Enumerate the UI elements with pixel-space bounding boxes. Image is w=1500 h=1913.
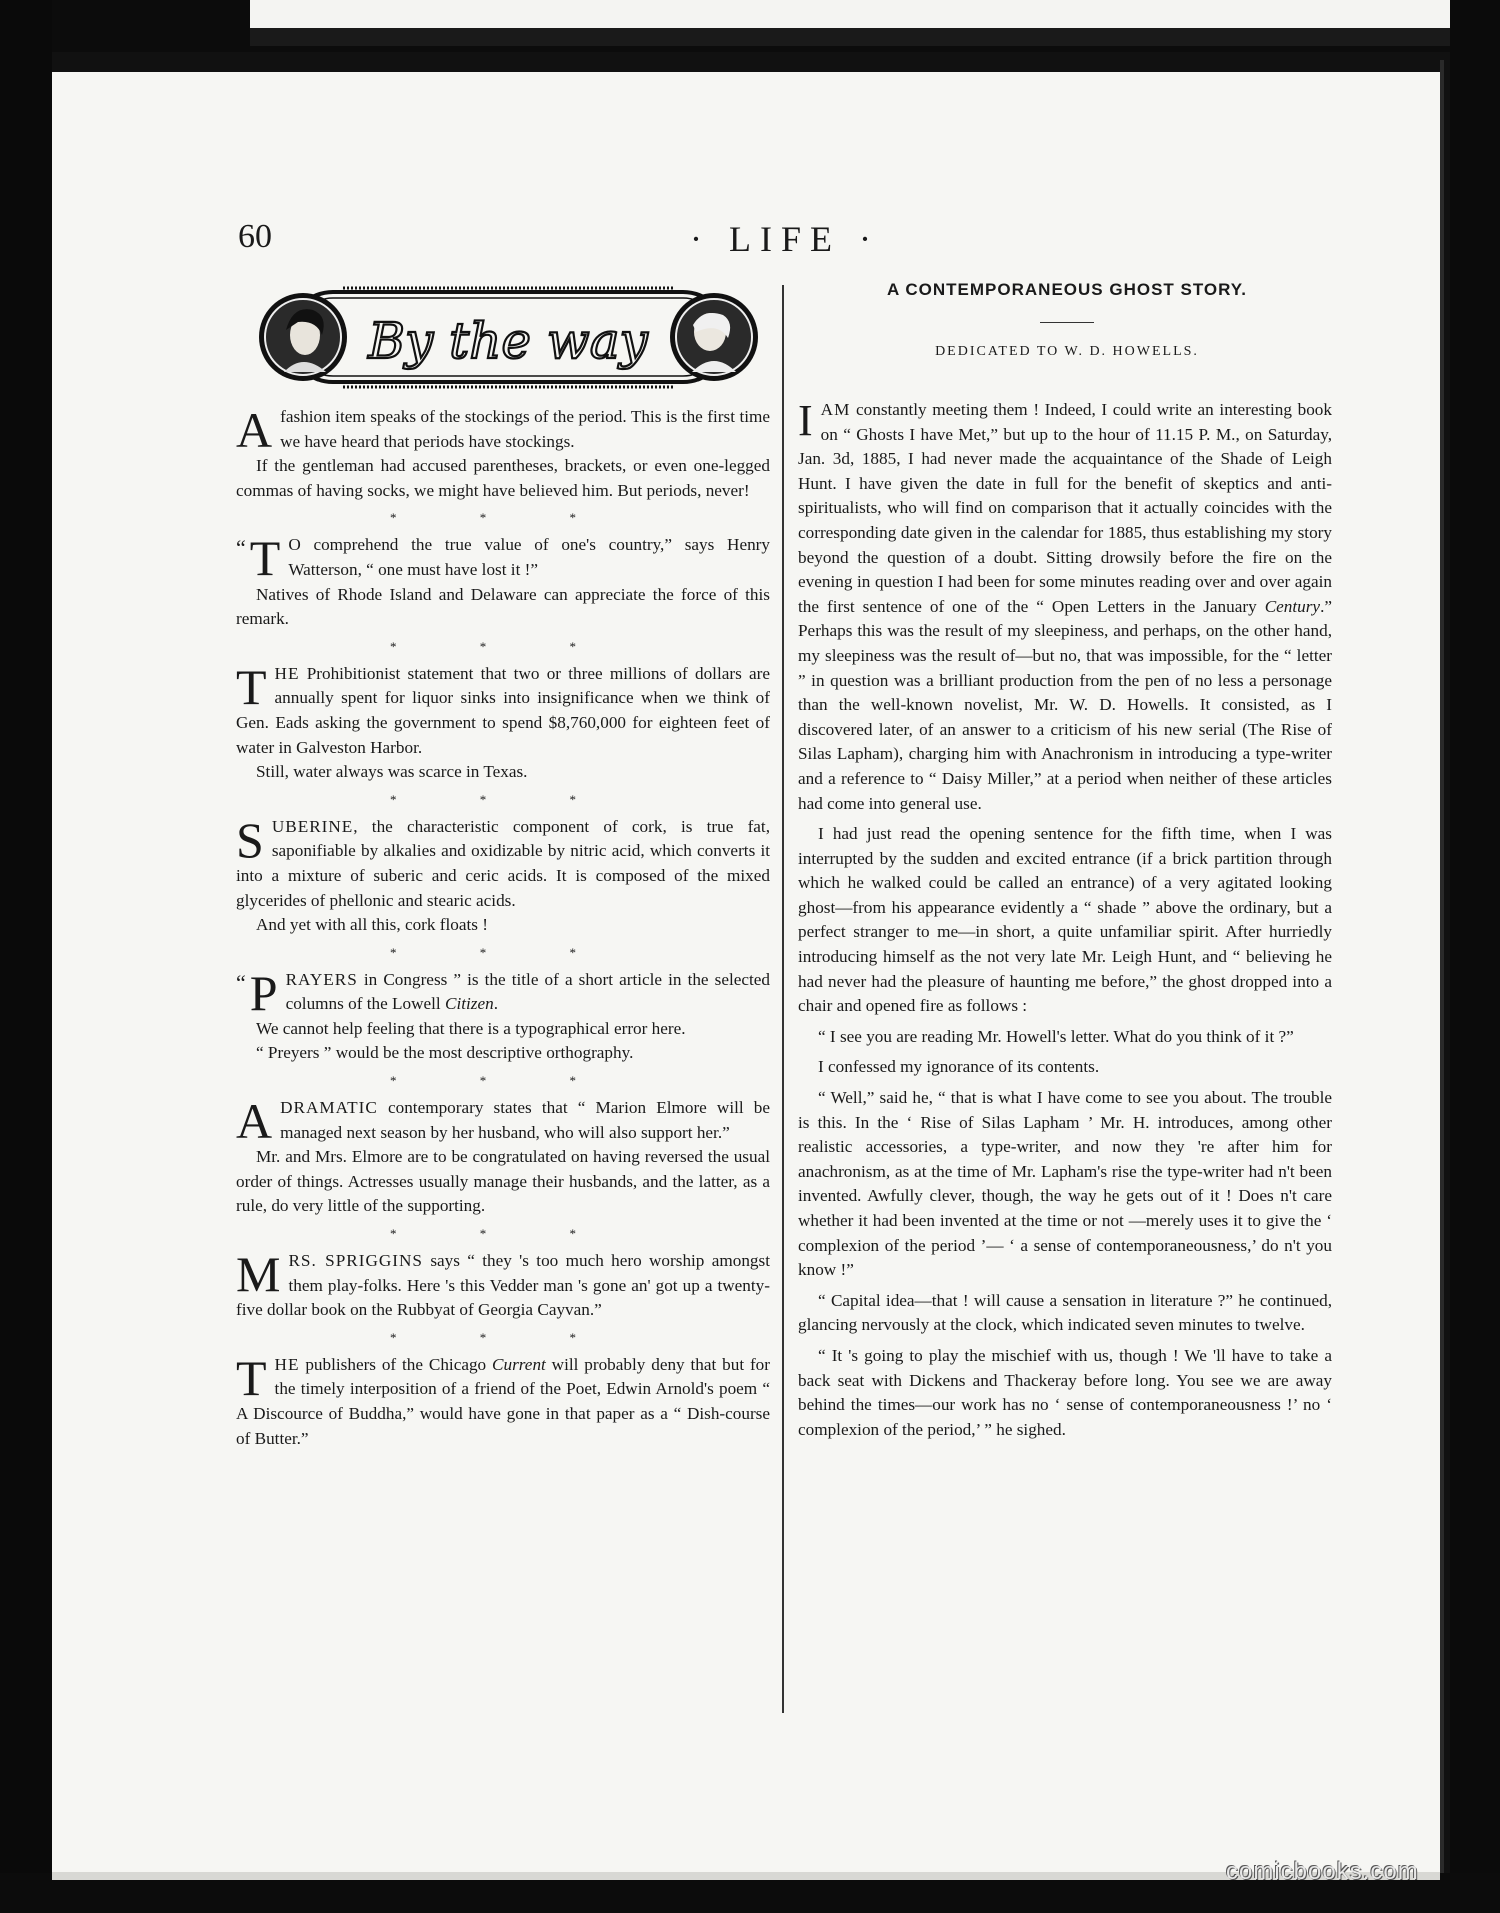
paragraph: Prohibitionist statement that two or three millions of dollars are annually spent for liquor sinks into insignificance when we think of Gen. Eads asking the government to spend $8,760,000 for eighteen feet of water in Galveston Harbor.	[236, 663, 770, 757]
lead-in: UBERINE	[271, 816, 354, 836]
scan-border-top-light	[250, 0, 1450, 28]
lead-in: AM	[820, 400, 851, 419]
paragraph: We cannot help feeling that there is a typographical error here.	[256, 1018, 686, 1038]
lead-in: RAYERS	[285, 969, 358, 989]
section-separator: * * *	[390, 1329, 616, 1345]
paragraph: I confessed my ignorance of its contents.	[818, 1057, 1100, 1077]
item-prohibitionist	[236, 658, 770, 785]
item-spriggins	[236, 1246, 770, 1323]
paragraph: If the gentleman had accused parentheses, brackets, or even one-legged commas of having socks, we might have believed him. But periods, never!	[236, 456, 770, 500]
section-separator: * * *	[390, 510, 616, 526]
paragraph: “ It 's going to play the mischief with us, though ! We 'll have to take a back seat with Dickens and Thackeray before long. You see we are away behind the times—our work has no ‘ sense of contemporaneousness !’ no ‘ complexion of the period,’ ” he sighed.	[798, 1345, 1332, 1439]
paragraph: Mr. and Mrs. Elmore are to be congratulated on having reversed the usual order of things. Actresses usually manage their husbands, and the latter, as a rule, do very little of the supporting.	[236, 1147, 770, 1216]
dropcap: T	[236, 658, 267, 715]
lead-in: RS. SPRIGGINS	[288, 1251, 423, 1271]
paragraph: “ Well,” said he, “ that is what I have come to see you about. The trouble is this. In the ‘ Rise of Silas Lapham ’ Mr. H. introduces, among other realistic accessories, a type-writer, and now they 're after him for anachronism, as at the time of Mr. Lapham's rise the type-writer had n't been invented. Awfully clever, though, the way he gets out of it ! Does n't care whether it had been invented at the time or not —merely uses it to give the ‘ complexion of the period ’— ‘ a sense of contemporaneousness,’ do n't you know !”	[798, 1088, 1332, 1280]
paragraph: “ Preyers ” would be the most descriptive orthography.	[256, 1043, 634, 1063]
story-title: A CONTEMPORANEOUS GHOST STORY.	[887, 280, 1247, 299]
item-watterson	[236, 530, 770, 631]
paragraph: Natives of Rhode Island and Delaware can appreciate the force of this remark.	[236, 584, 770, 629]
lead-in: HE	[274, 663, 300, 683]
paragraph-text: .	[493, 994, 499, 1014]
dropcap: A	[236, 402, 273, 458]
item-dramatic	[236, 1093, 770, 1219]
publication-name: Current	[492, 1354, 546, 1374]
section-separator: * * *	[390, 1226, 616, 1242]
open-quote: “	[236, 969, 246, 995]
paragraph: I had just read the opening sentence for the fifth time, when I was interrupted by the sudden and excited entrance (if a brick partition through which he walked could be called an entrance) of a very agitated looking ghost—from his appearance evidently a “ shade ” above the ordinary, but a perfect stranger to me—in short, a quite unfamiliar spirit. After hurriedly introducing himself as the not very late Mr. Leigh Hunt, and “ believing he had never had the pleasure of haunting me before,” the ghost dropped into a chair and opened fire as follows :	[798, 824, 1332, 1016]
dropcap: P	[249, 964, 278, 1021]
item-stockings	[236, 402, 770, 503]
dropcap: T	[249, 530, 281, 587]
paragraph-text: in Congress ” is the title of a short article in the selected columns of the Lowell	[285, 969, 770, 1014]
paragraph: And yet with all this, cork floats !	[256, 915, 488, 935]
masthead: · LIFE ·	[690, 219, 880, 259]
dropcap: I	[798, 396, 813, 445]
column-divider	[782, 285, 784, 1713]
page-number: 60	[238, 218, 272, 255]
lead-in: DRAMATIC	[280, 1098, 378, 1118]
dropcap: M	[236, 1246, 281, 1303]
watermark: comicbooks.com	[1226, 1858, 1419, 1885]
paragraph-text: constantly meeting them ! Indeed, I could write an interesting book on “ Ghosts I have Met,” but up to the hour of 11.15 P. M., on Saturday, Jan. 3d, 1885, I had never made the acquaintance of the Shade of Leigh Hunt. I have given the date in full for the benefit of skeptics and anti-spiritualists, who will find on comparison that it actually coincides with the corresponding date given in the calendar for 1885, thus establishing my story beyond the question of a doubt. Sitting drowsily before the fire on the evening in question I had been for some minutes reading over and over again the first sentence of one of the “ Open Letters in the January	[798, 400, 1332, 616]
item-chicago-current	[236, 1349, 770, 1451]
paragraph-text: will probably deny that but for the timely interposition of a friend of the Poet, Edwin Arnold's poem “ A Discource of Buddha,” would have gone in that paper as a “ Dish-course of Butter.”	[236, 1354, 770, 1448]
publication-name: Century	[1264, 596, 1321, 616]
item-suberine	[236, 811, 770, 938]
dropcap: S	[236, 811, 264, 868]
item-prayers	[236, 964, 770, 1066]
dropcap: T	[236, 1349, 267, 1406]
scan-border-right	[1450, 0, 1500, 1913]
paragraph: “ I see you are reading Mr. Howell's letter. What do you think of it ?”	[818, 1026, 1294, 1046]
publication-name: Citizen	[445, 994, 494, 1014]
scan-border-top-dark	[250, 28, 1450, 46]
title-rule	[1040, 322, 1094, 323]
open-quote: “	[236, 535, 246, 561]
paragraph-text: .” Perhaps this was the result of my sleepiness, and perhaps, on the other hand, my sleepiness was the result of—but no, that was impossible, for the “ letter ” in question was a brilliant production from the pen of no less a personage than the well-known novelist, Mr. W. D. Howells. It consisted, as I discovered later, of an answer to a criticism of his new serial (The Rise of Silas Lapham), charging him with Anachronism in introducing a type-writer and a reference to “ Daisy Miller,” at a period when neither of these articles had come into general use.	[798, 596, 1332, 813]
scan-border-left	[0, 0, 52, 1913]
paragraph: , the characteristic component of cork, is true fat, saponifiable by alkalies and oxidizable by nitric acid, which converts it into a mixture of suberic and ceric acids. It is composed of the mixed glycerides of phellonic and stearic acids.	[236, 816, 770, 910]
section-separator: * * *	[390, 944, 616, 960]
section-separator: * * *	[390, 638, 616, 654]
scan-border-right-line	[1440, 60, 1444, 1900]
banner-title: By the way	[368, 312, 648, 370]
section-separator: * * *	[390, 791, 616, 807]
story-dedication: DEDICATED TO W. D. HOWELLS.	[935, 344, 1199, 359]
paragraph: says “ they 's too much hero worship amongst them play-folks. Here 's this Vedder man 's gone an' got up a twenty-five dollar book on the Rubbyat of Georgia Cayvan.”	[236, 1251, 770, 1320]
paragraph: O comprehend the true value of one's country,” says Henry Watterson, “ one must have lost it !”	[288, 535, 770, 579]
paragraph-text: publishers of the Chicago	[299, 1354, 493, 1374]
right-column	[798, 398, 1332, 1442]
paragraph: “ Capital idea—that ! will cause a sensation in literature ?” he continued, glancing nervously at the clock, which indicated seven minutes to twelve.	[798, 1290, 1332, 1335]
left-column	[236, 402, 770, 1451]
paragraph: contemporary states that “ Marion Elmore will be managed next season by her husband, who will also support her.”	[280, 1098, 770, 1142]
dropcap: A	[236, 1093, 273, 1150]
paragraph: fashion item speaks of the stockings of the period. This is the first time we have heard that periods have stockings.	[280, 407, 770, 451]
paragraph: Still, water always was scarce in Texas.	[256, 762, 528, 782]
by-the-way-banner	[248, 280, 768, 400]
lead-in: HE	[274, 1354, 300, 1374]
section-separator: * * *	[390, 1073, 616, 1089]
